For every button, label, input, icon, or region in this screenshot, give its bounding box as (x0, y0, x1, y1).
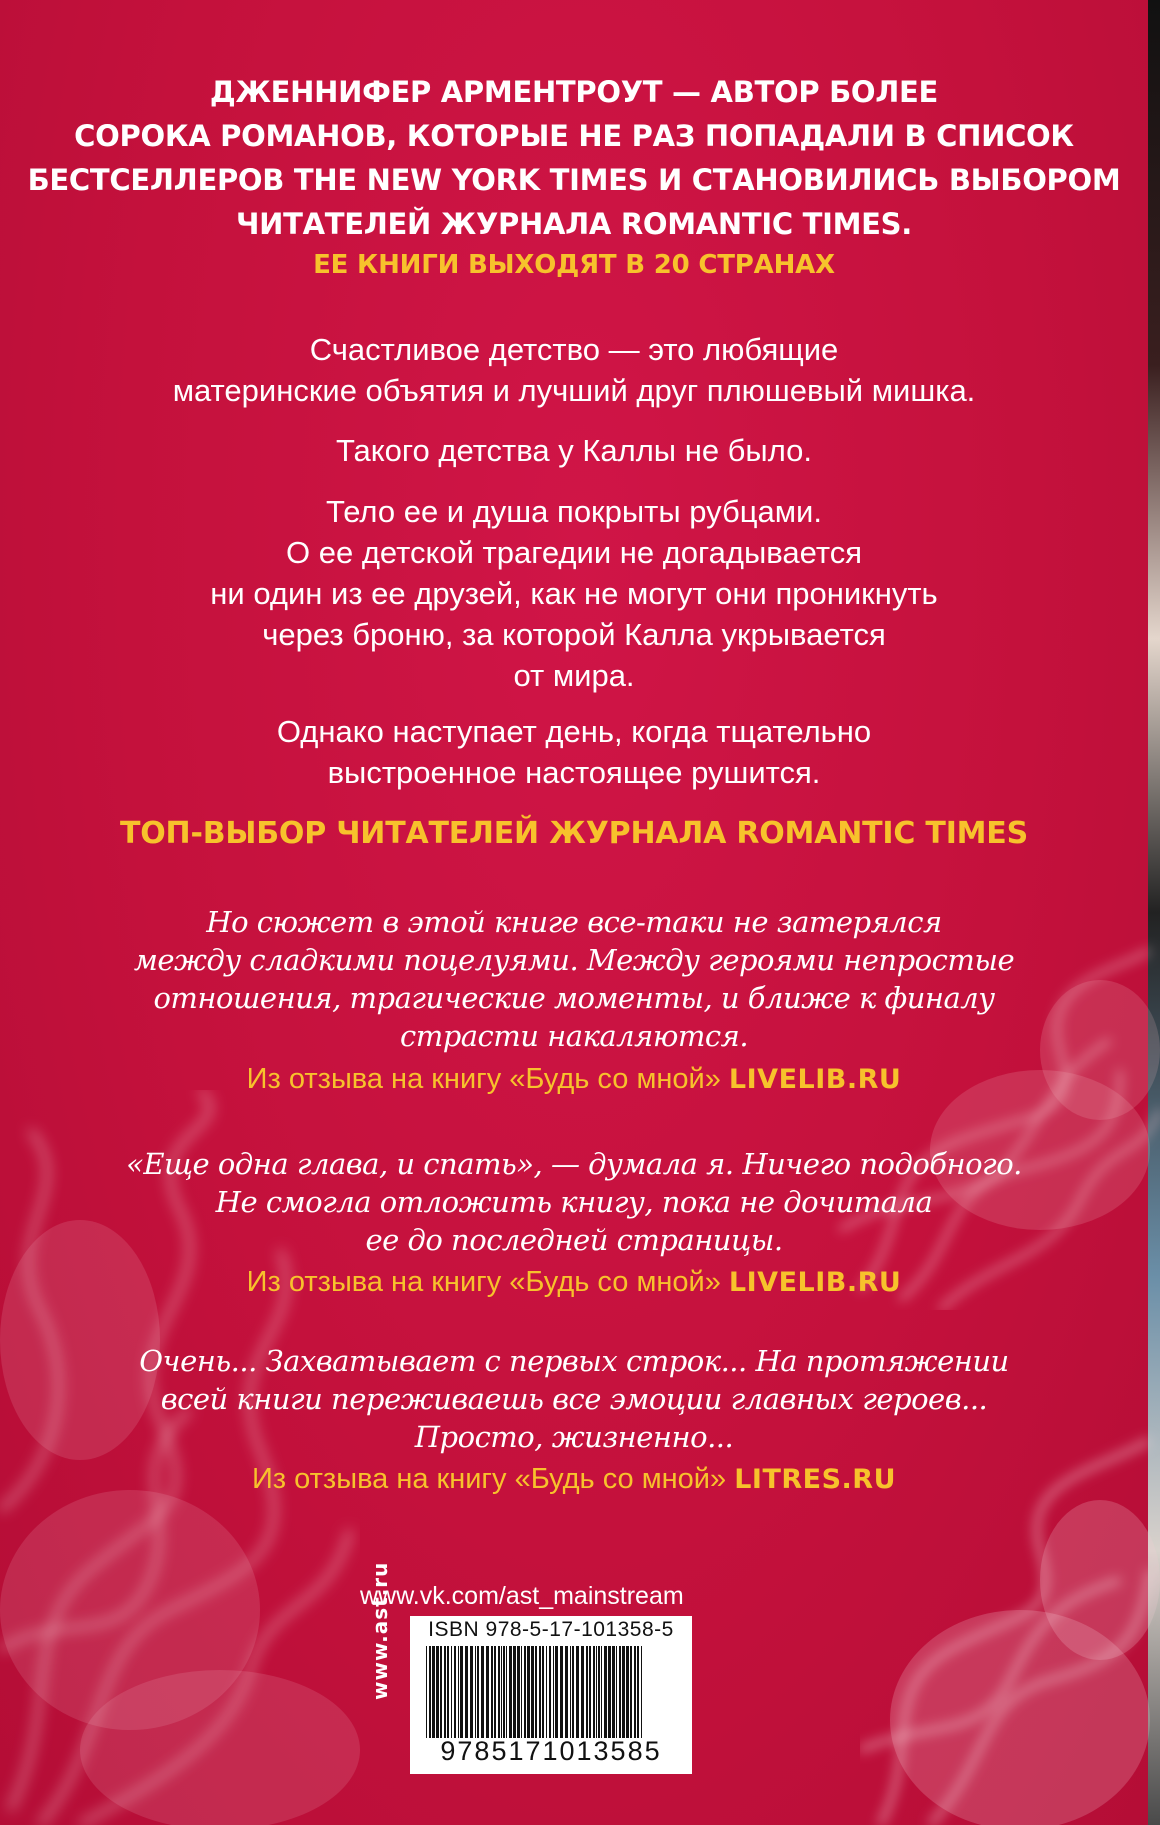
barcode-bar (477, 1646, 479, 1738)
barcode-bar (524, 1646, 526, 1738)
review-source-text: Из отзыва на книгу «Будь со мной» (246, 1266, 721, 1298)
barcode-bar (509, 1646, 512, 1738)
author-bio (0, 70, 1148, 246)
barcode-bar (432, 1646, 435, 1738)
barcode-bar (634, 1646, 636, 1738)
barcode-bar (553, 1646, 554, 1738)
barcode-bar (535, 1646, 537, 1738)
cover-edge-strip (1148, 0, 1160, 1825)
barcode-bar (612, 1646, 615, 1738)
barcode-bar (598, 1646, 600, 1738)
barcode-bar (440, 1646, 442, 1738)
barcode-bar (619, 1646, 621, 1738)
barcode-bar (486, 1646, 489, 1738)
review-line: Очень... Захватывает с первых строк... На протяжении (139, 1344, 1009, 1378)
barcode-bar (454, 1646, 456, 1738)
barcode-bar (531, 1646, 534, 1738)
review-source-site: LIVELIB.RU (728, 1267, 902, 1298)
review-source-site: LIVELIB.RU (728, 1064, 902, 1095)
synopsis-paragraph-2 (0, 430, 1148, 471)
synopsis-line: Счастливое детство — это любящие (309, 332, 839, 367)
top-choice-heading: ТОП-ВЫБОР ЧИТАТЕЛЕЙ ЖУРНАЛА ROMANTIC TIMES (119, 816, 1029, 851)
barcode-bar (460, 1646, 463, 1738)
review-source-text: Из отзыва на книгу «Будь со мной» (246, 1063, 721, 1095)
synopsis-line: через броню, за которой Калла укрывается (262, 617, 886, 652)
barcode-bar (581, 1646, 584, 1738)
barcode-bar (622, 1646, 625, 1738)
isbn-barcode (410, 1616, 692, 1774)
barcode-bar (549, 1646, 551, 1738)
barcode-bar (641, 1646, 642, 1738)
barcode-digits: 9785171013585 (440, 1736, 662, 1766)
bio-line: ЧИТАТЕЛЕЙ ЖУРНАЛА ROMANTIC TIMES. (236, 207, 912, 241)
barcode-bar (593, 1646, 595, 1738)
synopsis-line: материнские объятия и лучший друг плюшевый мишка. (172, 373, 976, 408)
bio-line: ДЖЕННИФЕР АРМЕНТРОУТ — АВТОР БОЛЕЕ (209, 75, 939, 109)
barcode-bar (513, 1646, 516, 1738)
barcode-bar (426, 1646, 427, 1738)
countries-heading: ЕЕ КНИГИ ВЫХОДЯТ В 20 СТРАНАХ (313, 250, 835, 280)
review-line: Не смогла отложить книгу, пока не дочитала (215, 1185, 933, 1219)
barcode-bar (506, 1646, 507, 1738)
review-line: между сладкими поцелуями. Между героями непростые (133, 943, 1015, 977)
barcode-bar (465, 1646, 468, 1738)
barcode-bar (503, 1646, 505, 1738)
barcode-bar (555, 1646, 558, 1738)
barcode-bar (596, 1646, 597, 1738)
barcode-bar (527, 1646, 530, 1738)
review-quote-1 (0, 903, 1148, 1055)
review-line: Просто, жизненно... (414, 1420, 734, 1454)
barcode-bar (436, 1646, 439, 1738)
review-line: всей книги переживаешь все эмоции главных героев... (160, 1382, 988, 1416)
barcode-bar (501, 1646, 502, 1738)
review-source-site: LITRES.RU (734, 1464, 897, 1495)
barcode-bar (630, 1646, 632, 1738)
barcode-bar (616, 1646, 617, 1738)
barcode-bar (481, 1646, 484, 1738)
synopsis-paragraph-3 (0, 491, 1148, 696)
barcode-bar (601, 1646, 602, 1738)
barcode-bar (637, 1646, 639, 1738)
synopsis-line: выстроенное настоящее рушится. (327, 755, 821, 790)
barcode-bars (424, 1646, 678, 1738)
review-quote-3 (0, 1342, 1148, 1456)
barcode-bar (517, 1646, 520, 1738)
bio-line: БЕСТСЕЛЛЕРОВ THE NEW YORK TIMES И СТАНОВИЛИСЬ ВЫБОРОМ (27, 163, 1121, 197)
barcode-bar (589, 1646, 591, 1738)
review-source-1 (0, 1063, 1148, 1096)
synopsis-line: О ее детской трагедии не догадывается (286, 535, 862, 570)
review-line: страсти накаляются. (399, 1019, 749, 1053)
barcode-bar (626, 1646, 629, 1738)
barcode-bar (494, 1646, 496, 1738)
barcode-bar (458, 1646, 459, 1738)
review-source-text: Из отзыва на книгу «Будь со мной» (251, 1463, 727, 1495)
review-line: ее до последней страницы. (365, 1223, 783, 1257)
barcode-bar (570, 1646, 571, 1738)
barcode-bar (542, 1646, 544, 1738)
review-line: отношения, трагические моменты, и ближе к финалу (153, 981, 995, 1015)
review-source-2 (0, 1266, 1148, 1299)
barcode-bar (608, 1646, 611, 1738)
vk-link[interactable]: www.vk.com/ast_mainstream (360, 1582, 684, 1610)
barcode-bar (447, 1646, 449, 1738)
barcode-bar (444, 1646, 446, 1738)
barcode-bar (572, 1646, 574, 1738)
barcode-bar (521, 1646, 522, 1738)
synopsis-line: от мира. (513, 658, 635, 693)
barcode-bar (498, 1646, 500, 1738)
review-source-3 (0, 1463, 1148, 1496)
barcode-bar (475, 1646, 476, 1738)
review-line: «Еще одна глава, и спать», — думала я. Ничего подобного. (126, 1147, 1022, 1181)
synopsis-paragraph-1 (0, 329, 1148, 411)
synopsis-line: Однако наступает день, когда тщательно (276, 714, 872, 749)
synopsis-line: Тело ее и душа покрыты рубцами. (326, 494, 822, 529)
barcode-bar (451, 1646, 452, 1738)
barcode-bar (539, 1646, 541, 1738)
barcode-bar (586, 1646, 588, 1738)
review-line: Но сюжет в этой книге все-таки не затерялся (206, 905, 942, 939)
barcode-bar (565, 1646, 568, 1738)
barcode-bar (576, 1646, 579, 1738)
barcode-bar (546, 1646, 547, 1738)
barcode-bar (604, 1646, 607, 1738)
review-quote-2 (0, 1145, 1148, 1259)
isbn-label: ISBN 978-5-17-101358-5 (428, 1618, 674, 1641)
barcode-bar (560, 1646, 563, 1738)
synopsis-paragraph-4 (0, 711, 1148, 793)
synopsis-line: Такого детства у Каллы не было. (335, 433, 813, 468)
publisher-site-vertical: www.ast.ru (368, 1561, 392, 1700)
synopsis-line: ни один из ее друзей, как не могут они проникнуть (210, 576, 938, 611)
barcode-bar (429, 1646, 431, 1738)
bio-line: СОРОКА РОМАНОВ, КОТОРЫЕ НЕ РАЗ ПОПАДАЛИ В СПИСОК (74, 119, 1074, 153)
barcode-bar (491, 1646, 493, 1738)
barcode-bar (470, 1646, 473, 1738)
